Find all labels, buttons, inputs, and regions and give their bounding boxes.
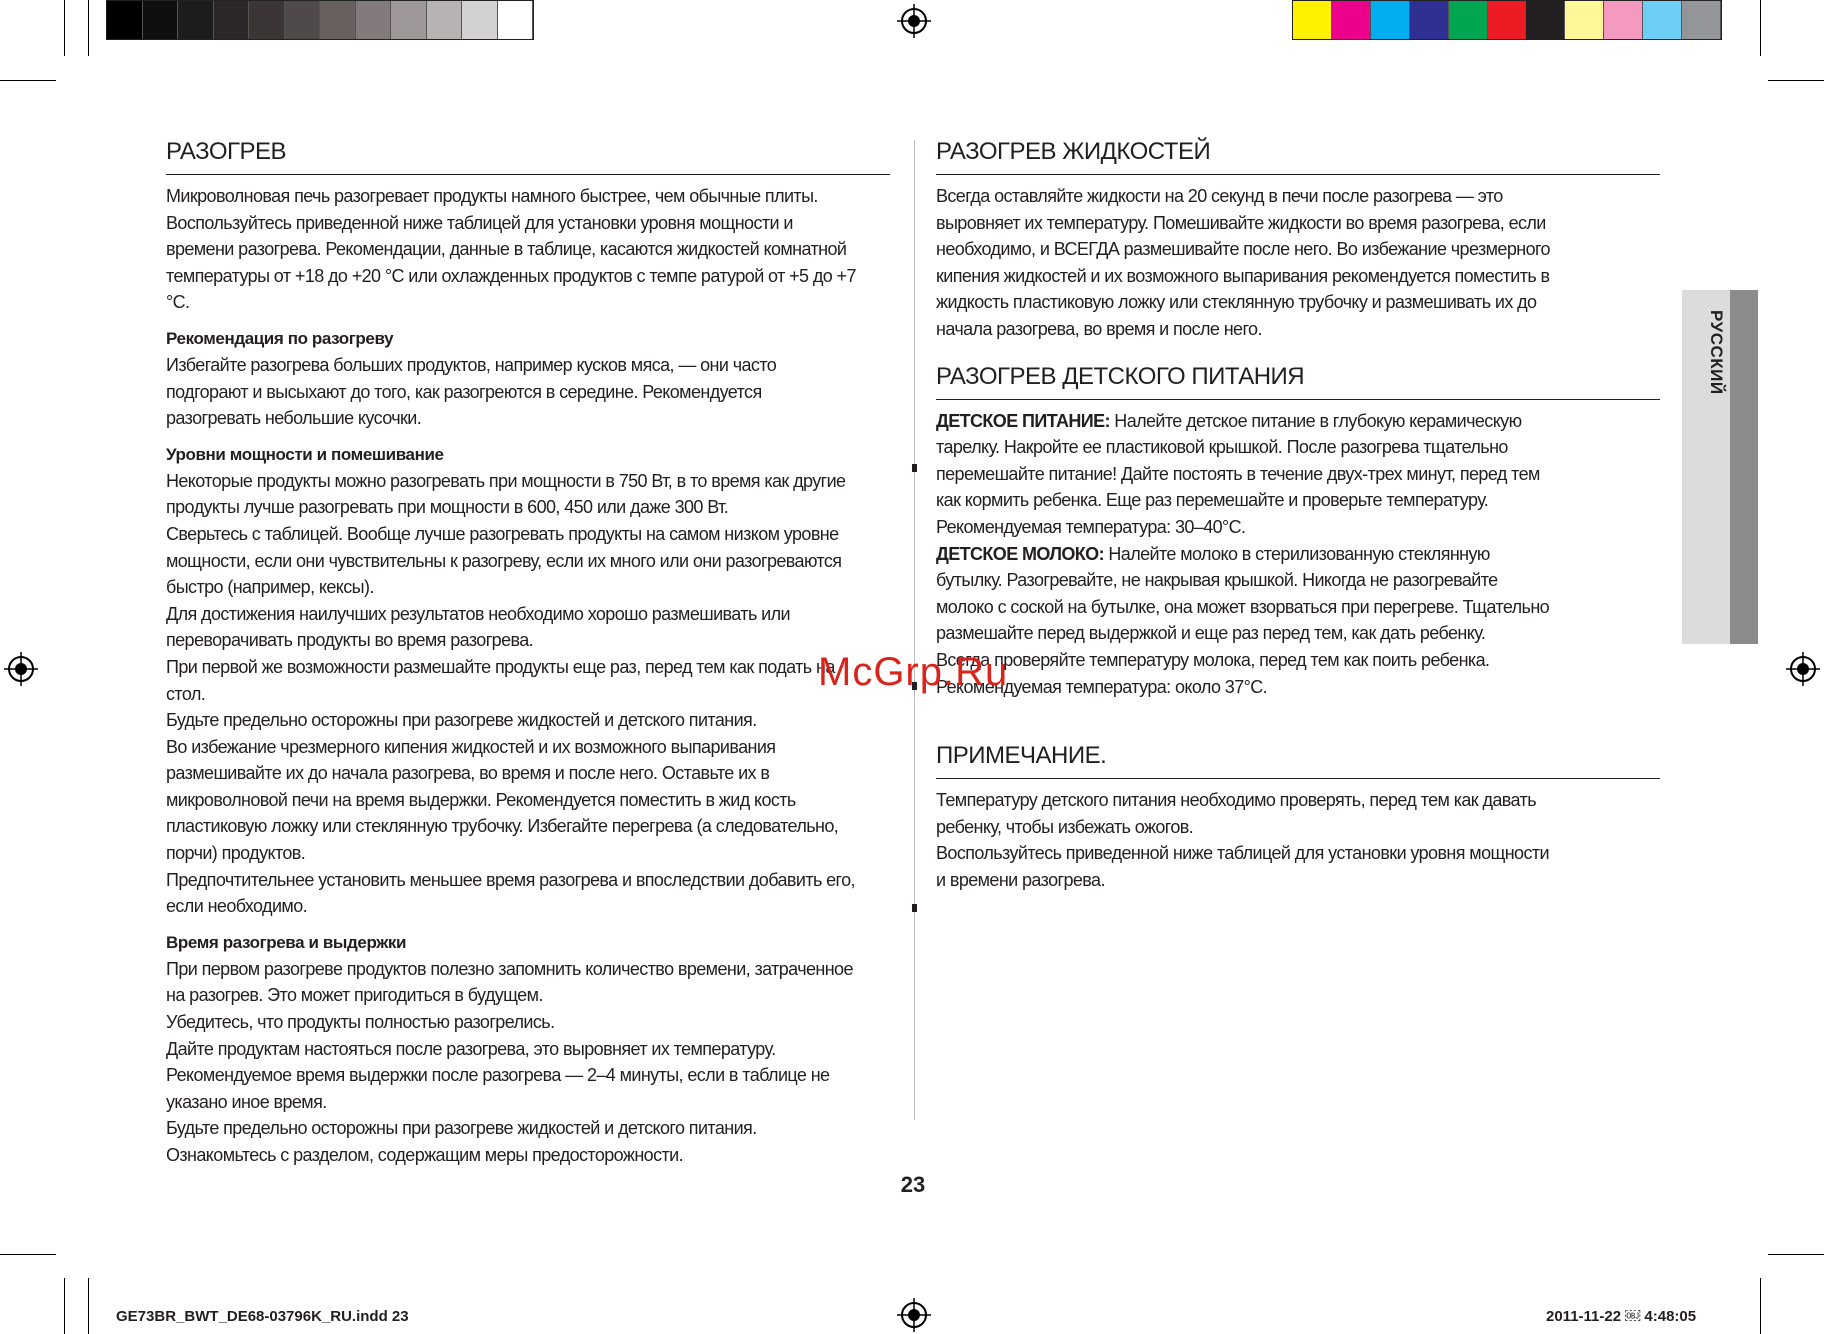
registration-mark-icon — [1786, 652, 1820, 686]
color-swatch — [143, 1, 179, 39]
baby-milk-label: ДЕТСКОЕ МОЛОКО: — [936, 543, 1104, 564]
left-column — [166, 136, 890, 1169]
registration-mark-icon — [897, 4, 931, 38]
baby-food-text: Налейте детское питание в глубокую керамическую тарелку. Накройте ее пластиковой крышкой. После разогрева тщательно перемешайте питание! Дайте постоять в течение двух-трех минут, перед тем как кормить ребенка. Еще раз перемешайте и проверьте температуру. Рекомендуемая температура: 30–40°C. — [936, 410, 1540, 537]
crop-mark — [64, 0, 65, 56]
color-swatch — [1526, 1, 1565, 39]
baby-milk-paragraph — [936, 541, 1660, 701]
language-tab-label: РУССКИЙ — [1707, 310, 1726, 395]
recommendation-paragraph: Избегайте разогрева больших продуктов, например кусков мяса, — они часто подгорают и высыхают до того, как разогреются в середине. Рекомендуется разогревать небольшие кусочки. — [166, 354, 777, 429]
color-swatch — [498, 1, 534, 39]
right-column — [936, 136, 1660, 893]
color-swatch — [1371, 1, 1410, 39]
column-divider — [914, 140, 915, 1120]
grayscale-color-bar — [106, 0, 534, 40]
color-swatch — [249, 1, 285, 39]
power-levels-paragraph: Некоторые продукты можно разогревать при мощности в 750 Вт, в то время как другие продукты лучше разогревать при мощности в 600, 450 или даже 300 Вт. Сверьтесь с таблицей. Вообще лучше разогревать продукты на самом низком уровне мощности, если они чувствительны к разогреву, если их много или они разогреваются быстро (например, кексы). Для достижения наилучших результатов необходимо хорошо размешивать или переворачивать продукты во время разогрева. При первой же возможности размешайте продукты еще раз, перед тем как подать на стол. Будьте предельно осторожны при разогреве жидкостей и детского питания. Во избежание чрезмерного кипения жидкостей и их возможного выпаривания размешивайте их до начала разогрева, во время и после него. Оставьте их в микроволновой печи на время выдержки. Рекомендуется поместить в жид кость пластиковую ложку или стеклянную трубочку. Избегайте перегрева (а следовательно, порчи) продуктов. Предпочтительнее установить меньшее время разогрева и впоследствии добавить его, если необходимо. — [166, 470, 855, 917]
color-swatch — [285, 1, 321, 39]
section-title-baby-food: РАЗОГРЕВ ДЕТСКОГО ПИТАНИЯ — [936, 361, 1660, 400]
liquids-paragraph: Всегда оставляйте жидкости на 20 секунд в печи после разогрева — это выровняет их температуру. Помешивайте жидкости во время разогрева, если необходимо, и ВСЕГДА размешивайте после него. Во избежание чрезмерного кипения жидкостей и их возможного выпаривания рекомендуется поместить в жидкость пластиковую ложку или стеклянную трубочку и размешивать их до начала разогрева, во время и после него. — [936, 186, 1550, 339]
color-swatch — [1682, 1, 1721, 39]
process-color-bar — [1292, 0, 1722, 40]
color-swatch — [214, 1, 250, 39]
section-title-note: ПРИМЕЧАНИЕ. — [936, 740, 1660, 779]
divider-marker — [912, 464, 917, 472]
color-swatch — [1332, 1, 1371, 39]
note-paragraph: Температуру детского питания необходимо проверять, перед тем как давать ребенку, чтобы избежать ожогов. Воспользуйтесь приведенной ниже таблицей для установки уровня мощности и времени разогрева. — [936, 790, 1549, 890]
footer-file-slug: GE73BR_BWT_DE68-03796K_RU.indd 23 — [116, 1308, 409, 1325]
color-swatch — [178, 1, 214, 39]
baby-milk-text: Налейте молоко в стерилизованную стеклянную бутылку. Разогревайте, не накрывая крышкой. Никогда не разогревайте молоко с соской на бутылке, она может взорваться при перегреве. Тщательно размешайте перед выдержкой и еще раз перед тем, как дать ребенку. Всегда проверяйте температуру молока, перед тем как поить ребенка. Рекомендуемая температура: около 37°C. — [936, 543, 1550, 697]
footer-timestamp: 2011-11-22 ￼ 4:48:05 — [1546, 1308, 1697, 1325]
subheading-recommendation: Рекомендация по разогреву — [166, 328, 394, 348]
registration-mark-icon — [897, 1298, 931, 1332]
crop-mark — [88, 0, 89, 56]
crop-mark — [1768, 1254, 1824, 1255]
color-swatch — [107, 1, 143, 39]
crop-mark — [0, 80, 56, 81]
color-swatch — [462, 1, 498, 39]
crop-mark — [88, 1278, 89, 1334]
baby-food-label: ДЕТСКОЕ ПИТАНИЕ: — [936, 410, 1110, 431]
baby-food-paragraph — [936, 408, 1660, 541]
color-swatch — [1293, 1, 1332, 39]
color-swatch — [391, 1, 427, 39]
subheading-power-levels: Уровни мощности и помешивание — [166, 444, 444, 464]
crop-mark — [1760, 0, 1761, 56]
time-paragraph: При первом разогреве продуктов полезно запомнить количество времени, затраченное на разогрев. Это может пригодиться в будущем. Убедитесь, что продукты полностью разогрелись. Дайте продуктам настояться после разогрева, это выровняет их температуру. Рекомендуемое время выдержки после разогрева — 2–4 минуты, если в таблице не указано иное время. Будьте предельно осторожны при разогреве жидкостей и детского питания. Ознакомьтесь с разделом, содержащим меры предосторожности. — [166, 958, 853, 1165]
subheading-time: Время разогрева и выдержки — [166, 932, 407, 952]
crop-mark — [0, 1254, 56, 1255]
color-swatch — [1604, 1, 1643, 39]
crop-mark — [64, 1278, 65, 1334]
divider-marker — [912, 904, 917, 912]
color-swatch — [1488, 1, 1527, 39]
registration-mark-icon — [4, 652, 38, 686]
color-swatch — [1643, 1, 1682, 39]
color-swatch — [1565, 1, 1604, 39]
color-swatch — [1449, 1, 1488, 39]
page-number: 23 — [900, 1172, 926, 1197]
color-swatch — [356, 1, 392, 39]
crop-mark — [1768, 80, 1824, 81]
crop-mark — [1760, 1278, 1761, 1334]
color-swatch — [1410, 1, 1449, 39]
section-title-heating: РАЗОГРЕВ — [166, 136, 890, 175]
color-swatch — [427, 1, 463, 39]
section-title-liquids: РАЗОГРЕВ ЖИДКОСТЕЙ — [936, 136, 1660, 175]
color-swatch — [320, 1, 356, 39]
intro-paragraph: Микроволновая печь разогревает продукты намного быстрее, чем обычные плиты. Воспользуйтесь приведенной ниже таблицей для установки уровня мощности и времени разогрева. Рекомендации, данные в таблице, касаются жидкостей комнатной температуры от +18 до +20 °C или охлажденных продуктов с темпе ратурой от +5 до +7 °C. — [166, 186, 856, 313]
watermark-text: McGrp.Ru — [818, 650, 1009, 694]
